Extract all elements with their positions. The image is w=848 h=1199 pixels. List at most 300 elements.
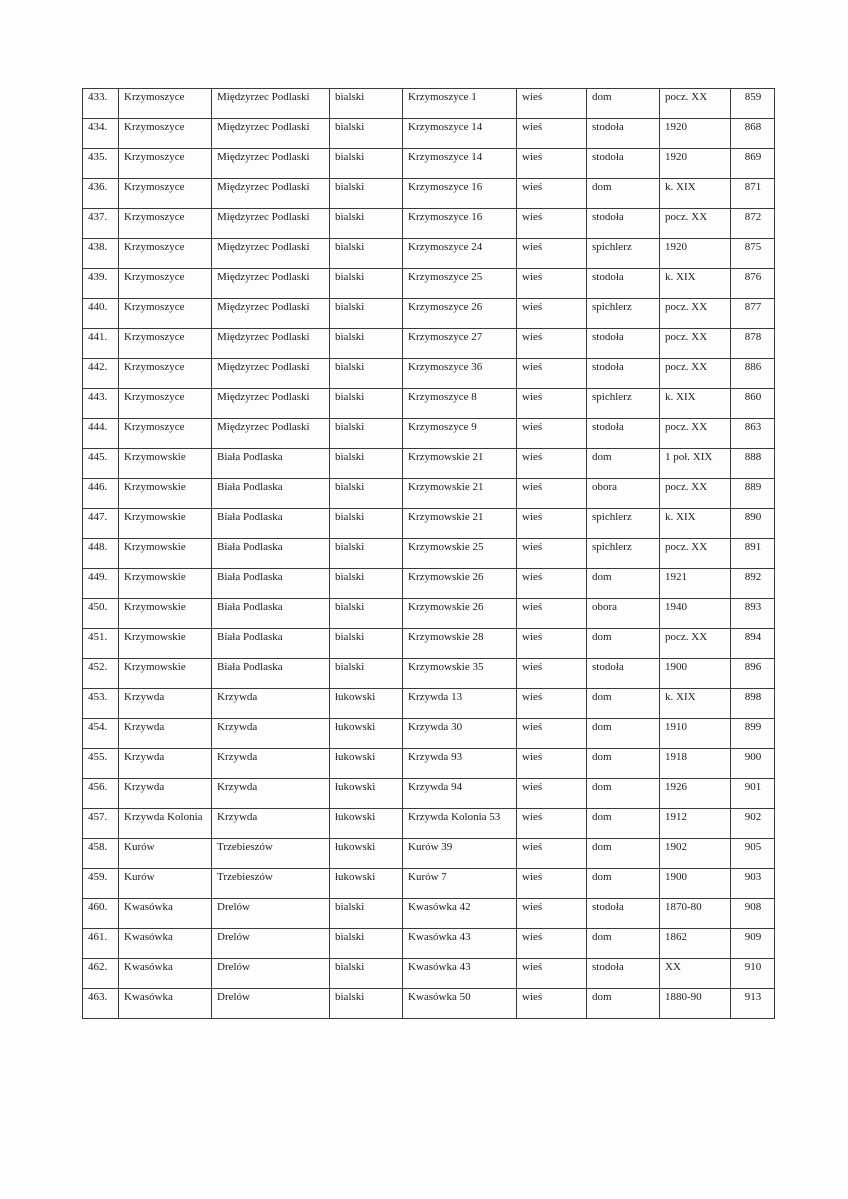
cell-registry-id: 909 [731,929,775,959]
table-row [83,839,775,869]
cell-settlement-type: wieś [517,539,587,569]
cell-building-type: dom [587,449,660,479]
cell-registry-id: 876 [731,269,775,299]
cell-commune: Międzyrzec Podlaski [212,149,330,179]
cell-settlement-type: wieś [517,569,587,599]
cell-locality: Kurów [119,839,212,869]
cell-row-number: 447. [83,509,119,539]
cell-locality: Krzymowskie [119,479,212,509]
cell-county: łukowski [330,719,403,749]
cell-county: łukowski [330,839,403,869]
table-row [83,869,775,899]
table-row [83,89,775,119]
cell-row-number: 455. [83,749,119,779]
cell-row-number: 452. [83,659,119,689]
cell-building-type: spichlerz [587,299,660,329]
cell-address: Krzywda 94 [403,779,517,809]
cell-row-number: 446. [83,479,119,509]
cell-locality: Krzymoszyce [119,239,212,269]
cell-dating: XX [660,959,731,989]
table-row [83,449,775,479]
cell-county: łukowski [330,809,403,839]
cell-row-number: 437. [83,209,119,239]
cell-building-type: stodoła [587,329,660,359]
cell-dating: pocz. XX [660,89,731,119]
cell-row-number: 445. [83,449,119,479]
cell-row-number: 460. [83,899,119,929]
cell-building-type: dom [587,839,660,869]
cell-commune: Międzyrzec Podlaski [212,359,330,389]
table-row [83,299,775,329]
table-row [83,359,775,389]
cell-registry-id: 860 [731,389,775,419]
cell-row-number: 454. [83,719,119,749]
cell-settlement-type: wieś [517,209,587,239]
cell-address: Krzymoszyce 25 [403,269,517,299]
cell-settlement-type: wieś [517,89,587,119]
table-row [83,899,775,929]
cell-registry-id: 871 [731,179,775,209]
registry-body [83,89,775,1019]
cell-registry-id: 859 [731,89,775,119]
cell-dating: 1921 [660,569,731,599]
cell-county: bialski [330,269,403,299]
cell-building-type: dom [587,749,660,779]
cell-dating: 1940 [660,599,731,629]
cell-building-type: obora [587,599,660,629]
cell-dating: pocz. XX [660,209,731,239]
cell-county: bialski [330,929,403,959]
cell-address: Krzymoszyce 16 [403,209,517,239]
cell-settlement-type: wieś [517,629,587,659]
cell-building-type: spichlerz [587,509,660,539]
cell-commune: Krzywda [212,779,330,809]
cell-locality: Krzymoszyce [119,299,212,329]
table-row [83,119,775,149]
cell-county: bialski [330,209,403,239]
cell-address: Krzymowskie 21 [403,509,517,539]
cell-county: łukowski [330,869,403,899]
cell-locality: Krzymowskie [119,509,212,539]
table-row [83,419,775,449]
cell-row-number: 449. [83,569,119,599]
cell-dating: k. XIX [660,689,731,719]
cell-registry-id: 903 [731,869,775,899]
cell-locality: Krzymowskie [119,539,212,569]
cell-locality: Krzymoszyce [119,179,212,209]
cell-county: bialski [330,629,403,659]
cell-registry-id: 863 [731,419,775,449]
cell-commune: Trzebieszów [212,839,330,869]
cell-building-type: dom [587,929,660,959]
cell-settlement-type: wieś [517,599,587,629]
table-row [83,719,775,749]
cell-row-number: 436. [83,179,119,209]
table-row [83,629,775,659]
cell-dating: 1862 [660,929,731,959]
cell-commune: Krzywda [212,749,330,779]
cell-county: łukowski [330,749,403,779]
cell-commune: Biała Podlaska [212,569,330,599]
cell-locality: Kwasówka [119,959,212,989]
cell-dating: 1918 [660,749,731,779]
cell-dating: k. XIX [660,389,731,419]
cell-settlement-type: wieś [517,719,587,749]
cell-commune: Biała Podlaska [212,599,330,629]
table-row [83,239,775,269]
cell-commune: Międzyrzec Podlaski [212,119,330,149]
cell-building-type: stodoła [587,149,660,179]
cell-address: Kwasówka 43 [403,959,517,989]
cell-commune: Międzyrzec Podlaski [212,389,330,419]
cell-dating: 1902 [660,839,731,869]
cell-county: bialski [330,659,403,689]
cell-address: Krzymowskie 35 [403,659,517,689]
cell-county: bialski [330,539,403,569]
cell-row-number: 456. [83,779,119,809]
cell-commune: Krzywda [212,719,330,749]
cell-dating: 1920 [660,239,731,269]
cell-registry-id: 869 [731,149,775,179]
cell-county: łukowski [330,689,403,719]
cell-locality: Kwasówka [119,929,212,959]
cell-address: Krzymoszyce 27 [403,329,517,359]
cell-settlement-type: wieś [517,509,587,539]
cell-dating: pocz. XX [660,359,731,389]
cell-row-number: 463. [83,989,119,1019]
cell-dating: k. XIX [660,509,731,539]
cell-settlement-type: wieś [517,179,587,209]
cell-dating: pocz. XX [660,299,731,329]
cell-locality: Krzywda [119,749,212,779]
cell-dating: 1912 [660,809,731,839]
cell-registry-id: 896 [731,659,775,689]
cell-row-number: 457. [83,809,119,839]
cell-row-number: 453. [83,689,119,719]
cell-locality: Krzymoszyce [119,269,212,299]
cell-building-type: dom [587,629,660,659]
cell-settlement-type: wieś [517,449,587,479]
table-row [83,929,775,959]
cell-address: Krzymowskie 26 [403,569,517,599]
cell-building-type: stodoła [587,269,660,299]
cell-address: Krzymoszyce 8 [403,389,517,419]
cell-settlement-type: wieś [517,899,587,929]
cell-settlement-type: wieś [517,239,587,269]
cell-commune: Krzywda [212,809,330,839]
cell-settlement-type: wieś [517,959,587,989]
cell-building-type: spichlerz [587,239,660,269]
cell-commune: Międzyrzec Podlaski [212,179,330,209]
cell-address: Krzywda 30 [403,719,517,749]
cell-registry-id: 872 [731,209,775,239]
cell-row-number: 459. [83,869,119,899]
cell-row-number: 444. [83,419,119,449]
cell-registry-id: 900 [731,749,775,779]
cell-settlement-type: wieś [517,869,587,899]
cell-county: bialski [330,569,403,599]
cell-settlement-type: wieś [517,659,587,689]
cell-address: Kurów 39 [403,839,517,869]
cell-settlement-type: wieś [517,779,587,809]
cell-county: bialski [330,119,403,149]
table-row [83,749,775,779]
cell-address: Krzywda Kolonia 53 [403,809,517,839]
cell-dating: 1870-80 [660,899,731,929]
cell-settlement-type: wieś [517,149,587,179]
cell-locality: Krzywda Kolonia [119,809,212,839]
cell-county: łukowski [330,779,403,809]
cell-registry-id: 898 [731,689,775,719]
cell-commune: Krzywda [212,689,330,719]
cell-dating: pocz. XX [660,419,731,449]
cell-dating: pocz. XX [660,629,731,659]
cell-building-type: stodoła [587,659,660,689]
cell-registry-id: 913 [731,989,775,1019]
cell-building-type: dom [587,689,660,719]
cell-county: bialski [330,329,403,359]
cell-settlement-type: wieś [517,119,587,149]
cell-row-number: 434. [83,119,119,149]
cell-row-number: 440. [83,299,119,329]
table-row [83,149,775,179]
cell-locality: Krzymowskie [119,629,212,659]
cell-commune: Biała Podlaska [212,629,330,659]
cell-dating: 1900 [660,869,731,899]
cell-building-type: dom [587,179,660,209]
cell-county: bialski [330,299,403,329]
cell-locality: Krzymoszyce [119,329,212,359]
cell-address: Kwasówka 43 [403,929,517,959]
cell-registry-id: 890 [731,509,775,539]
cell-row-number: 439. [83,269,119,299]
cell-locality: Krzymowskie [119,659,212,689]
cell-locality: Kurów [119,869,212,899]
cell-commune: Drelów [212,989,330,1019]
cell-commune: Biała Podlaska [212,659,330,689]
cell-settlement-type: wieś [517,479,587,509]
table-row [83,989,775,1019]
cell-commune: Międzyrzec Podlaski [212,299,330,329]
cell-row-number: 451. [83,629,119,659]
table-row [83,689,775,719]
cell-settlement-type: wieś [517,269,587,299]
cell-registry-id: 908 [731,899,775,929]
cell-county: bialski [330,899,403,929]
cell-address: Krzymowskie 28 [403,629,517,659]
cell-building-type: spichlerz [587,389,660,419]
cell-address: Krzymowskie 26 [403,599,517,629]
cell-commune: Międzyrzec Podlaski [212,329,330,359]
cell-county: bialski [330,509,403,539]
cell-address: Krzymowskie 21 [403,449,517,479]
table-row [83,569,775,599]
cell-address: Krzymowskie 21 [403,479,517,509]
cell-dating: k. XIX [660,179,731,209]
cell-locality: Kwasówka [119,899,212,929]
cell-dating: 1 poł. XIX [660,449,731,479]
cell-settlement-type: wieś [517,419,587,449]
table-row [83,599,775,629]
cell-registry-id: 899 [731,719,775,749]
cell-building-type: stodoła [587,959,660,989]
cell-row-number: 443. [83,389,119,419]
cell-registry-id: 905 [731,839,775,869]
cell-settlement-type: wieś [517,389,587,419]
cell-locality: Krzymoszyce [119,89,212,119]
cell-building-type: dom [587,569,660,599]
cell-dating: 1926 [660,779,731,809]
cell-registry-id: 902 [731,809,775,839]
cell-settlement-type: wieś [517,689,587,719]
cell-commune: Drelów [212,929,330,959]
cell-dating: pocz. XX [660,539,731,569]
cell-commune: Drelów [212,899,330,929]
cell-settlement-type: wieś [517,359,587,389]
cell-address: Krzymoszyce 9 [403,419,517,449]
cell-address: Krzymoszyce 26 [403,299,517,329]
cell-building-type: dom [587,809,660,839]
cell-registry-id: 901 [731,779,775,809]
cell-registry-id: 892 [731,569,775,599]
cell-row-number: 450. [83,599,119,629]
cell-commune: Międzyrzec Podlaski [212,209,330,239]
cell-registry-id: 877 [731,299,775,329]
cell-locality: Krzywda [119,719,212,749]
cell-county: bialski [330,419,403,449]
cell-row-number: 448. [83,539,119,569]
cell-locality: Krzymoszyce [119,119,212,149]
cell-commune: Międzyrzec Podlaski [212,239,330,269]
cell-address: Krzymoszyce 14 [403,119,517,149]
cell-county: bialski [330,989,403,1019]
cell-row-number: 435. [83,149,119,179]
cell-dating: pocz. XX [660,329,731,359]
cell-locality: Krzywda [119,779,212,809]
cell-county: bialski [330,449,403,479]
cell-dating: 1880-90 [660,989,731,1019]
cell-county: bialski [330,389,403,419]
cell-settlement-type: wieś [517,749,587,779]
table-row [83,509,775,539]
cell-county: bialski [330,89,403,119]
table-row [83,179,775,209]
cell-building-type: stodoła [587,419,660,449]
cell-registry-id: 889 [731,479,775,509]
cell-building-type: dom [587,719,660,749]
cell-address: Krzymoszyce 36 [403,359,517,389]
cell-commune: Międzyrzec Podlaski [212,419,330,449]
cell-locality: Krzymoszyce [119,359,212,389]
cell-address: Krzywda 13 [403,689,517,719]
cell-county: bialski [330,599,403,629]
cell-address: Krzymoszyce 16 [403,179,517,209]
cell-row-number: 442. [83,359,119,389]
monument-registry-table [82,88,775,1019]
cell-dating: 1920 [660,119,731,149]
cell-locality: Krzymowskie [119,449,212,479]
cell-registry-id: 893 [731,599,775,629]
cell-address: Krzymoszyce 24 [403,239,517,269]
cell-registry-id: 894 [731,629,775,659]
cell-commune: Biała Podlaska [212,509,330,539]
cell-commune: Biała Podlaska [212,479,330,509]
cell-building-type: dom [587,989,660,1019]
cell-row-number: 461. [83,929,119,959]
table-row [83,809,775,839]
cell-registry-id: 888 [731,449,775,479]
cell-row-number: 458. [83,839,119,869]
cell-county: bialski [330,149,403,179]
table-row [83,389,775,419]
cell-address: Krzymoszyce 14 [403,149,517,179]
cell-dating: 1900 [660,659,731,689]
cell-locality: Krzywda [119,689,212,719]
table-row [83,329,775,359]
cell-address: Krzywda 93 [403,749,517,779]
cell-locality: Krzymowskie [119,599,212,629]
cell-county: bialski [330,959,403,989]
cell-address: Krzymoszyce 1 [403,89,517,119]
cell-settlement-type: wieś [517,929,587,959]
cell-commune: Międzyrzec Podlaski [212,89,330,119]
cell-county: bialski [330,179,403,209]
cell-locality: Krzymowskie [119,569,212,599]
table-row [83,269,775,299]
cell-building-type: spichlerz [587,539,660,569]
cell-building-type: dom [587,779,660,809]
cell-commune: Drelów [212,959,330,989]
cell-building-type: stodoła [587,359,660,389]
cell-commune: Biała Podlaska [212,449,330,479]
cell-address: Kwasówka 50 [403,989,517,1019]
cell-address: Krzymowskie 25 [403,539,517,569]
table-row [83,209,775,239]
cell-registry-id: 868 [731,119,775,149]
cell-county: bialski [330,359,403,389]
cell-registry-id: 886 [731,359,775,389]
table-row [83,779,775,809]
cell-locality: Krzymoszyce [119,149,212,179]
cell-row-number: 462. [83,959,119,989]
table-row [83,539,775,569]
cell-settlement-type: wieś [517,989,587,1019]
cell-locality: Krzymoszyce [119,209,212,239]
cell-county: bialski [330,239,403,269]
cell-building-type: stodoła [587,899,660,929]
cell-row-number: 438. [83,239,119,269]
cell-registry-id: 910 [731,959,775,989]
cell-settlement-type: wieś [517,839,587,869]
cell-dating: pocz. XX [660,479,731,509]
cell-dating: 1910 [660,719,731,749]
table-row [83,659,775,689]
cell-dating: k. XIX [660,269,731,299]
cell-dating: 1920 [660,149,731,179]
cell-building-type: obora [587,479,660,509]
cell-locality: Kwasówka [119,989,212,1019]
cell-locality: Krzymoszyce [119,389,212,419]
cell-county: bialski [330,479,403,509]
cell-settlement-type: wieś [517,329,587,359]
cell-building-type: stodoła [587,209,660,239]
table-row [83,479,775,509]
cell-locality: Krzymoszyce [119,419,212,449]
cell-address: Kurów 7 [403,869,517,899]
cell-settlement-type: wieś [517,299,587,329]
cell-commune: Międzyrzec Podlaski [212,269,330,299]
cell-registry-id: 891 [731,539,775,569]
